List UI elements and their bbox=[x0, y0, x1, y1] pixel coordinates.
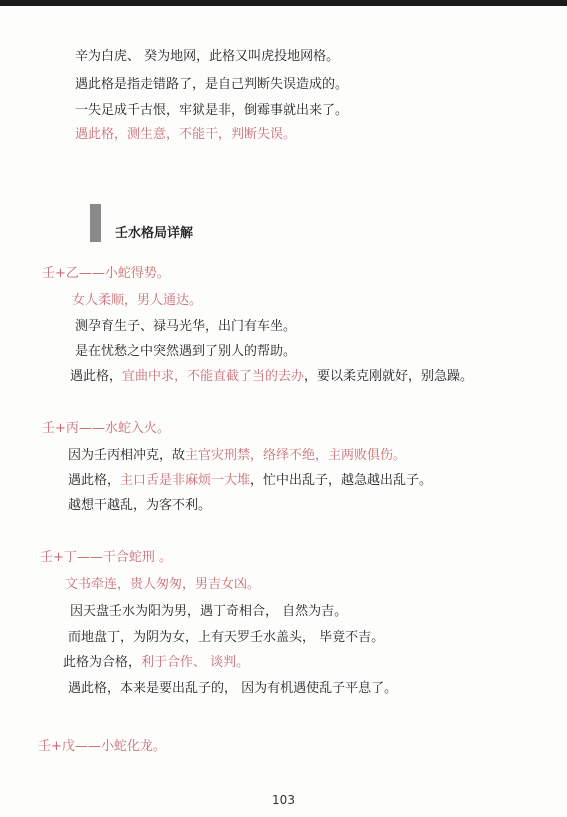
bing-line-2 bbox=[68, 472, 432, 490]
ding-line-3-a: 此格为合格， bbox=[63, 655, 142, 670]
ding-line-2: 而地盘丁，为阴为女，上有天罗壬水盖头， 毕竟不吉。 bbox=[68, 630, 385, 645]
yi-sub: 女人柔顺，男人通达。 bbox=[72, 293, 203, 308]
intro-line-1: 辛为白虎、 癸为地网，此格又叫虎投地网格。 bbox=[75, 49, 340, 64]
bing-line-1-a: 因为壬丙相冲克，故 bbox=[68, 448, 186, 463]
ding-line-4: 遇此格，本来是要出乱子的， 因为有机遇使乱子平息了。 bbox=[68, 681, 398, 696]
yi-line-3 bbox=[70, 368, 473, 386]
yi-heading: 壬+乙——小蛇得势。 bbox=[42, 266, 170, 281]
bing-line-2-c: ，忙中出乱子，越急越出乱子。 bbox=[250, 473, 433, 488]
bing-line-1 bbox=[68, 447, 406, 465]
yi-line-2: 是在忧愁之中突然遇到了别人的帮助。 bbox=[75, 344, 297, 359]
intro-line-2: 遇此格是指走错路了，是自己判断失误造成的。 bbox=[75, 77, 349, 92]
section-title: 壬水格局详解 bbox=[115, 226, 194, 241]
yi-line-1: 测孕育生子、禄马光华，出门有车坐。 bbox=[75, 319, 297, 334]
section-marker bbox=[90, 204, 101, 242]
bing-line-2-a: 遇此格， bbox=[68, 473, 121, 488]
page-number: 103 bbox=[272, 793, 295, 807]
yi-line-3-b: 宜曲中求，不能直截了当的去办 bbox=[122, 369, 305, 384]
bing-line-3: 越想干越乱，为客不利。 bbox=[68, 498, 212, 513]
top-edge-bar bbox=[0, 0, 567, 6]
bing-heading: 壬+丙——水蛇入火。 bbox=[42, 421, 170, 436]
wu-heading: 壬+戊——小蛇化龙。 bbox=[38, 739, 166, 754]
ding-line-1: 因天盘壬水为阳为男，遇丁奇相合， 自然为吉。 bbox=[70, 604, 348, 619]
ding-line-3-b: 利于合作、 谈判。 bbox=[141, 655, 250, 670]
yi-line-3-a: 遇此格， bbox=[70, 369, 123, 384]
ding-sub: 文书牵连，贵人匆匆，男吉女凶。 bbox=[65, 577, 261, 592]
ding-heading: 壬+丁——干合蛇刑 。 bbox=[40, 550, 173, 565]
ding-line-3 bbox=[63, 654, 249, 672]
bing-line-1-b: 主官灾刑禁，络绎不绝，主两败俱伤。 bbox=[185, 448, 407, 463]
intro-line-4: 遇此格，测生意，不能干，判断失误。 bbox=[75, 127, 297, 142]
bing-line-2-b: 主口舌是非麻烦一大堆 bbox=[120, 473, 251, 488]
yi-line-3-c: ，要以柔克刚就好，别急躁。 bbox=[304, 369, 474, 384]
intro-line-3: 一失足成千古恨，牢狱是非，倒霉事就出来了。 bbox=[75, 103, 349, 118]
